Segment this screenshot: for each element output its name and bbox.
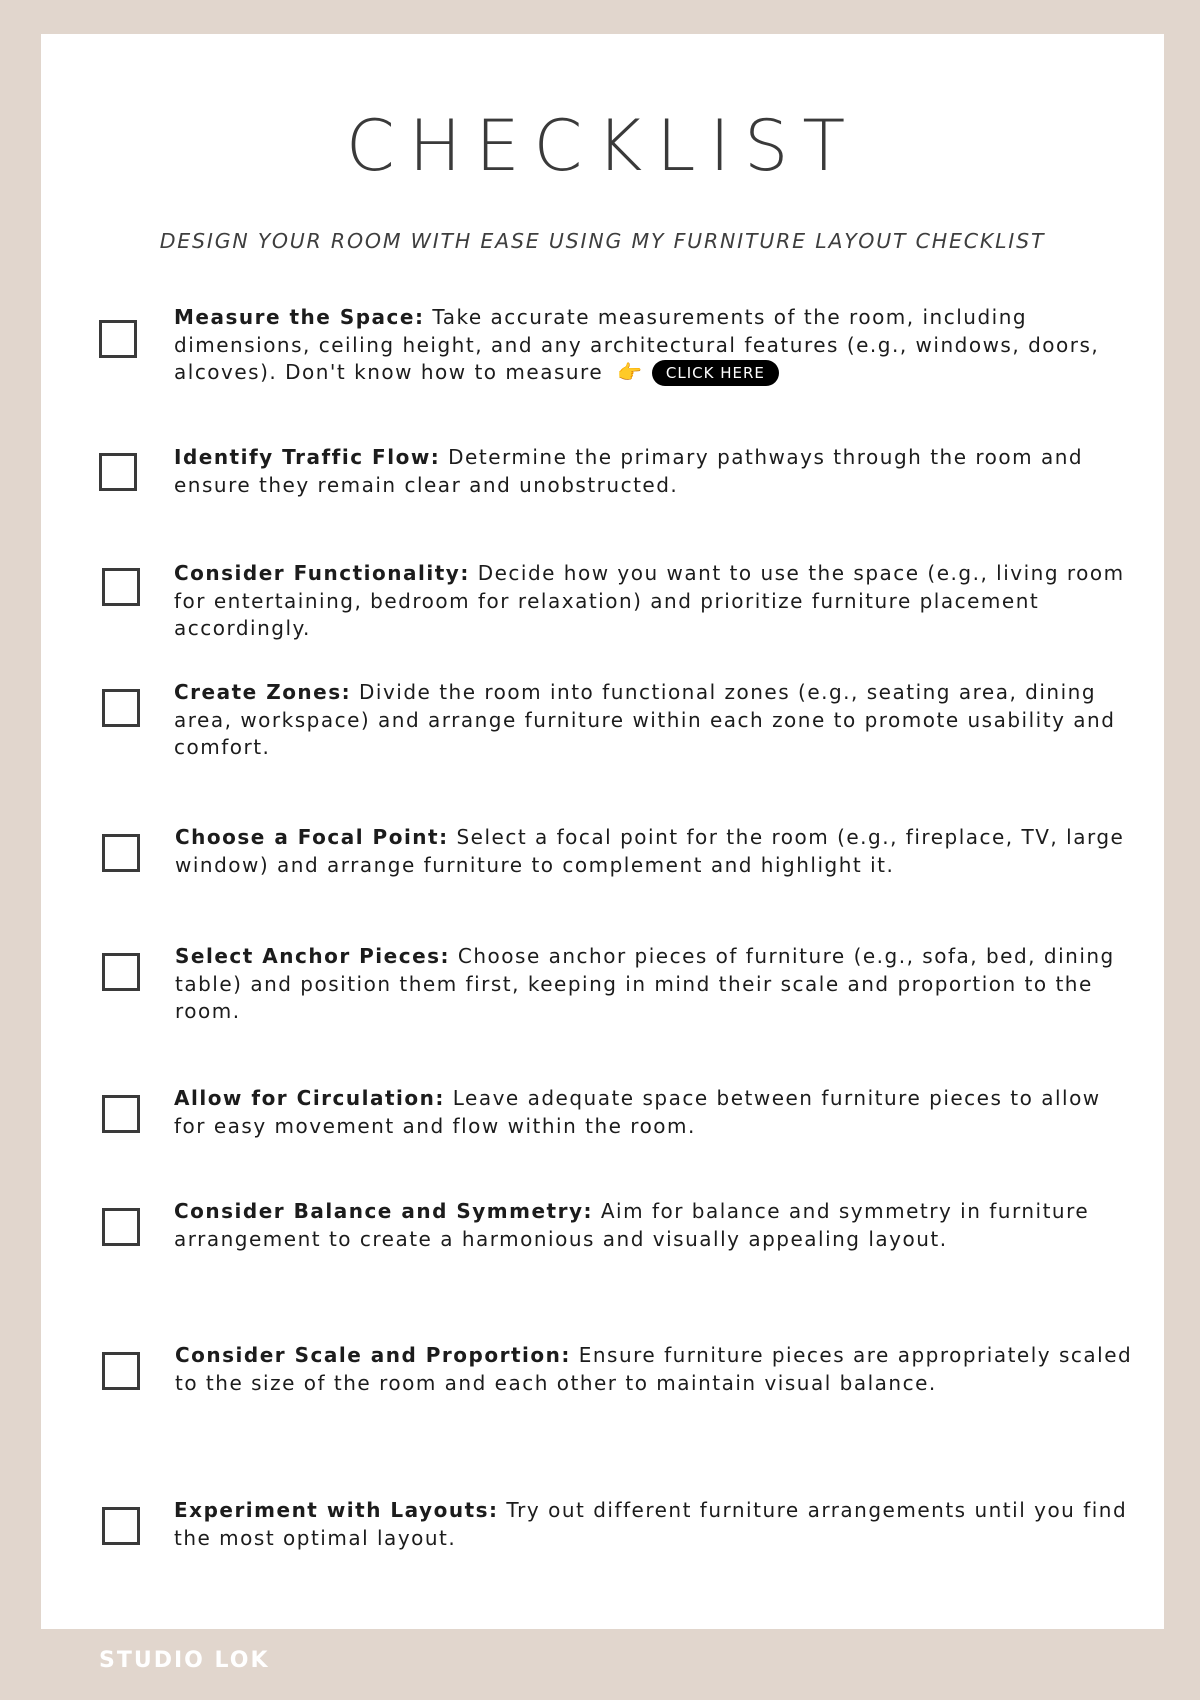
item-body: Choose anchor pieces of furniture (e.g., sofa, bed, dining table) and position them first, keeping in mind their scale and proportion to the room. [175,944,1115,1023]
checkbox[interactable] [102,1507,140,1545]
brand-footer: STUDIO LOK [99,1648,270,1673]
checkbox[interactable] [102,568,140,606]
checkbox[interactable] [102,1352,140,1390]
item-text [174,304,1134,387]
item-body: Try out different furniture arrangements until you find the most optimal layout. [174,1498,1128,1550]
item-heading: Experiment with Layouts: [174,1498,499,1522]
item-body: Aim for balance and symmetry in furniture arrangement to create a harmonious and visually appealing layout. [174,1199,1090,1251]
item-text [175,943,1135,1026]
page-subtitle: DESIGN YOUR ROOM WITH EASE USING MY FURNITURE LAYOUT CHECKLIST [159,229,1046,253]
checkbox[interactable] [102,689,140,727]
item-heading: Consider Functionality: [174,561,470,585]
item-body: Select a focal point for the room (e.g., fireplace, TV, large window) and arrange furniture to complement and highlight it. [175,825,1125,877]
item-body: Determine the primary pathways through the room and ensure they remain clear and unobstructed. [174,445,1084,497]
item-body: Decide how you want to use the space (e.g., living room for entertaining, bedroom for relaxation) and prioritize furniture placement accordingly. [174,561,1125,640]
item-heading: Select Anchor Pieces: [175,944,451,968]
pointing-hand-icon: 👉 [617,360,642,384]
item-heading: Create Zones: [174,680,352,704]
item-body: Take accurate measurements of the room, including dimensions, ceiling height, and any architectural features (e.g., windows, doors, alcoves). Don't know how to measure [174,305,1100,384]
item-heading: Measure the Space: [174,305,425,329]
item-heading: Consider Scale and Proportion: [175,1343,571,1367]
item-text [174,560,1134,643]
item-text [175,824,1135,879]
page-title: CHECKLIST [345,105,860,187]
checkbox[interactable] [102,953,140,991]
item-text [174,1085,1134,1140]
item-text [174,1497,1134,1552]
item-body: Divide the room into functional zones (e.g., seating area, dining area, workspace) and arrange furniture within each zone to promote usability and comfort. [174,680,1116,759]
item-text [174,679,1134,762]
checkbox[interactable] [102,834,140,872]
item-heading: Identify Traffic Flow: [174,445,441,469]
item-heading: Consider Balance and Symmetry: [174,1199,593,1223]
item-body: Leave adequate space between furniture pieces to allow for easy movement and flow within the room. [174,1086,1101,1138]
checklist-sheet [41,34,1164,1629]
item-text [174,444,1134,499]
click-here-button[interactable]: CLICK HERE [652,360,779,386]
checkbox[interactable] [102,1095,140,1133]
checkbox[interactable] [99,453,137,491]
item-text [175,1342,1135,1397]
item-text [174,1198,1134,1253]
item-heading: Allow for Circulation: [174,1086,445,1110]
checkbox[interactable] [102,1208,140,1246]
checkbox[interactable] [99,320,137,358]
item-heading: Choose a Focal Point: [175,825,449,849]
item-body: Ensure furniture pieces are appropriately scaled to the size of the room and each other to maintain visual balance. [175,1343,1133,1395]
